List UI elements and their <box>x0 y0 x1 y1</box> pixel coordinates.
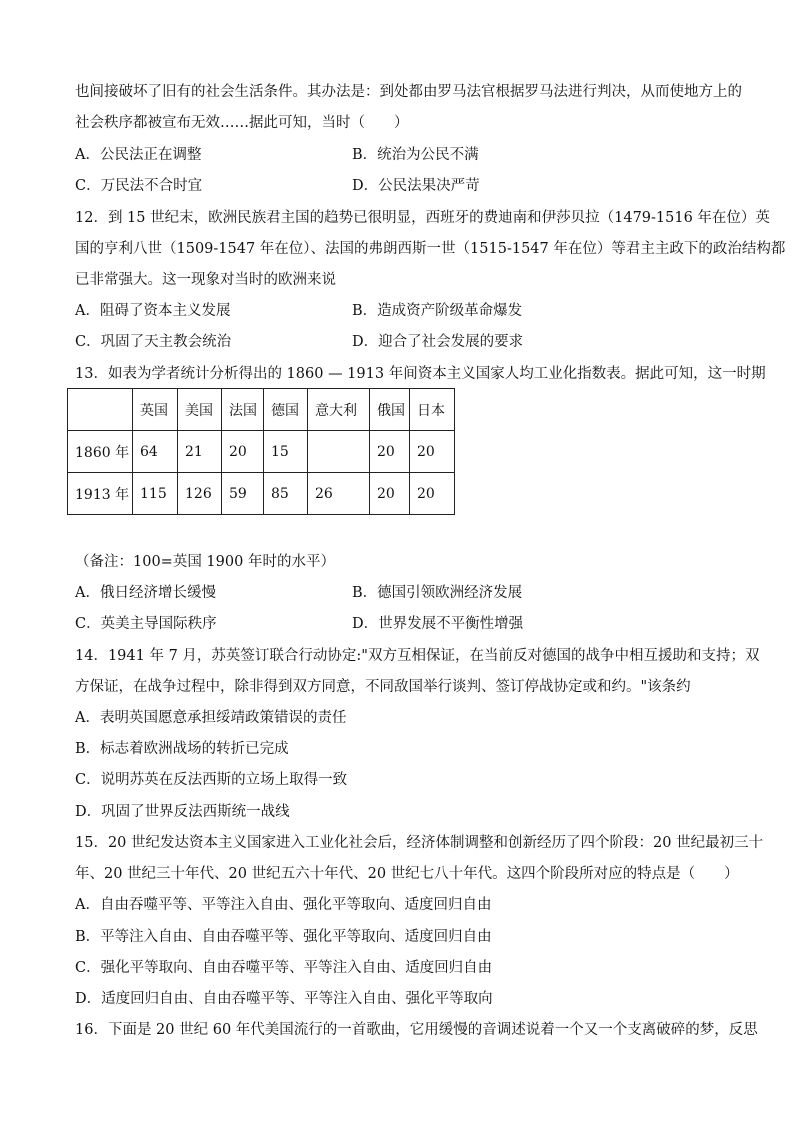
q12-option-d: D．迎合了社会发展的要求 <box>352 334 524 350</box>
table-cell: 20 <box>410 473 455 515</box>
q13-option-a: A．俄日经济增长缓慢 <box>75 585 216 601</box>
table-cell: 20 <box>370 473 410 515</box>
table-cell: 1913 年 <box>68 473 133 515</box>
table-header-cell <box>68 389 133 431</box>
table-header-cell: 日本 <box>410 389 455 431</box>
q11-option-d: D．公民法果决严苛 <box>352 178 480 194</box>
q13-line-1: 13．如表为学者统计分析得出的 1860 — 1913 年间资本主义国家人均工业化指数表。据此可知，这一时期 <box>75 366 766 382</box>
q12-option-a: A．阻碍了资本主义发展 <box>75 303 231 319</box>
q14-line-1: 14．1941 年 7 月，苏英签订联合行动协定:"双方互相保证，在当前反对德国的战争中相互援助和支持；双 <box>75 648 760 664</box>
q12-option-c: C．巩固了天主教会统治 <box>75 334 232 350</box>
table-header-cell: 法国 <box>222 389 264 431</box>
table-header-cell: 意大利 <box>308 389 370 431</box>
table-header-cell: 德国 <box>264 389 308 431</box>
q14-option-c: C．说明苏英在反法西斯的立场上取得一致 <box>75 772 348 788</box>
q14-option-b: B．标志着欧洲战场的转折已完成 <box>75 741 289 757</box>
table-cell: 64 <box>133 431 178 473</box>
table-cell: 20 <box>370 431 410 473</box>
q14-option-a: A．表明英国愿意承担绥靖政策错误的责任 <box>75 710 347 726</box>
table-cell: 1860 年 <box>68 431 133 473</box>
q15-option-d: D．适度回归自由、自由吞噬平等、平等注入自由、强化平等取向 <box>75 991 493 1007</box>
q13-table-note: （备注：100=英国 1900 年时的水平） <box>75 554 335 570</box>
table-cell: 21 <box>178 431 222 473</box>
q13-option-b: B．德国引领欧洲经济发展 <box>352 585 523 601</box>
q15-option-a: A．自由吞噬平等、平等注入自由、强化平等取向、适度回归自由 <box>75 897 492 913</box>
table-cell: 85 <box>264 473 308 515</box>
q11-option-b: B．统治为公民不满 <box>352 147 479 163</box>
table-cell: 115 <box>133 473 178 515</box>
q11-line-1: 也间接破坏了旧有的社会生活条件。其办法是：到处都由罗马法官根据罗马法进行判决，从而使地方上的 <box>75 84 742 100</box>
q16-line-1: 16．下面是 20 世纪 60 年代美国流行的一首歌曲，它用缓慢的音调述说着一个又一个支离破碎的梦，反思 <box>75 1022 758 1038</box>
q12-line-1: 12．到 15 世纪末，欧洲民族君主国的趋势已很明显，西班牙的费迪南和伊莎贝拉（1479-1516 年在位）英 <box>75 210 770 226</box>
table-header-cell: 英国 <box>133 389 178 431</box>
q15-line-2: 年、20 世纪三十年代、20 世纪五六十年代、20 世纪七八十年代。这四个阶段所对应的特点是（ ） <box>75 866 739 882</box>
table-cell: 15 <box>264 431 308 473</box>
q14-option-d: D．巩固了世界反法西斯统一战线 <box>75 804 290 820</box>
q11-line-2: 社会秩序都被宣布无效……据此可知，当时（ ） <box>75 115 409 131</box>
q15-option-c: C．强化平等取向、自由吞噬平等、平等注入自由、适度回归自由 <box>75 960 493 976</box>
q13-option-c: C．英美主导国际秩序 <box>75 616 217 632</box>
q15-option-b: B．平等注入自由、自由吞噬平等、强化平等取向、适度回归自由 <box>75 929 492 945</box>
table-header-cell: 美国 <box>178 389 222 431</box>
table-cell: 26 <box>308 473 370 515</box>
q12-line-3: 已非常强大。这一现象对当时的欧洲来说 <box>75 272 336 288</box>
table-cell <box>308 431 370 473</box>
q11-option-a: A．公民法正在调整 <box>75 147 202 163</box>
q15-line-1: 15．20 世纪发达资本主义国家进入工业化社会后，经济体制调整和创新经历了四个阶段：20 世纪最初三十 <box>75 835 764 851</box>
table-header-row <box>68 389 455 431</box>
table-row <box>68 473 455 515</box>
q14-line-2: 方保证，在战争过程中，除非得到双方同意，不同敌国举行谈判、签订停战协定或和约。"该条约 <box>75 679 691 695</box>
table-cell: 20 <box>410 431 455 473</box>
table-row <box>68 431 455 473</box>
table-cell: 126 <box>178 473 222 515</box>
q11-option-c: C．万民法不合时宜 <box>75 178 203 194</box>
table-cell: 59 <box>222 473 264 515</box>
table-cell: 20 <box>222 431 264 473</box>
q13-option-d: D．世界发展不平衡性增强 <box>352 616 524 632</box>
q12-option-b: B．造成资产阶级革命爆发 <box>352 303 523 319</box>
table-header-cell: 俄国 <box>370 389 410 431</box>
industrialization-index-table <box>67 388 455 515</box>
q12-line-2: 国的亨利八世（1509-1547 年在位）、法国的弗朗西斯一世（1515-1547 年在位）等君主主政下的政治结构都 <box>75 241 786 257</box>
